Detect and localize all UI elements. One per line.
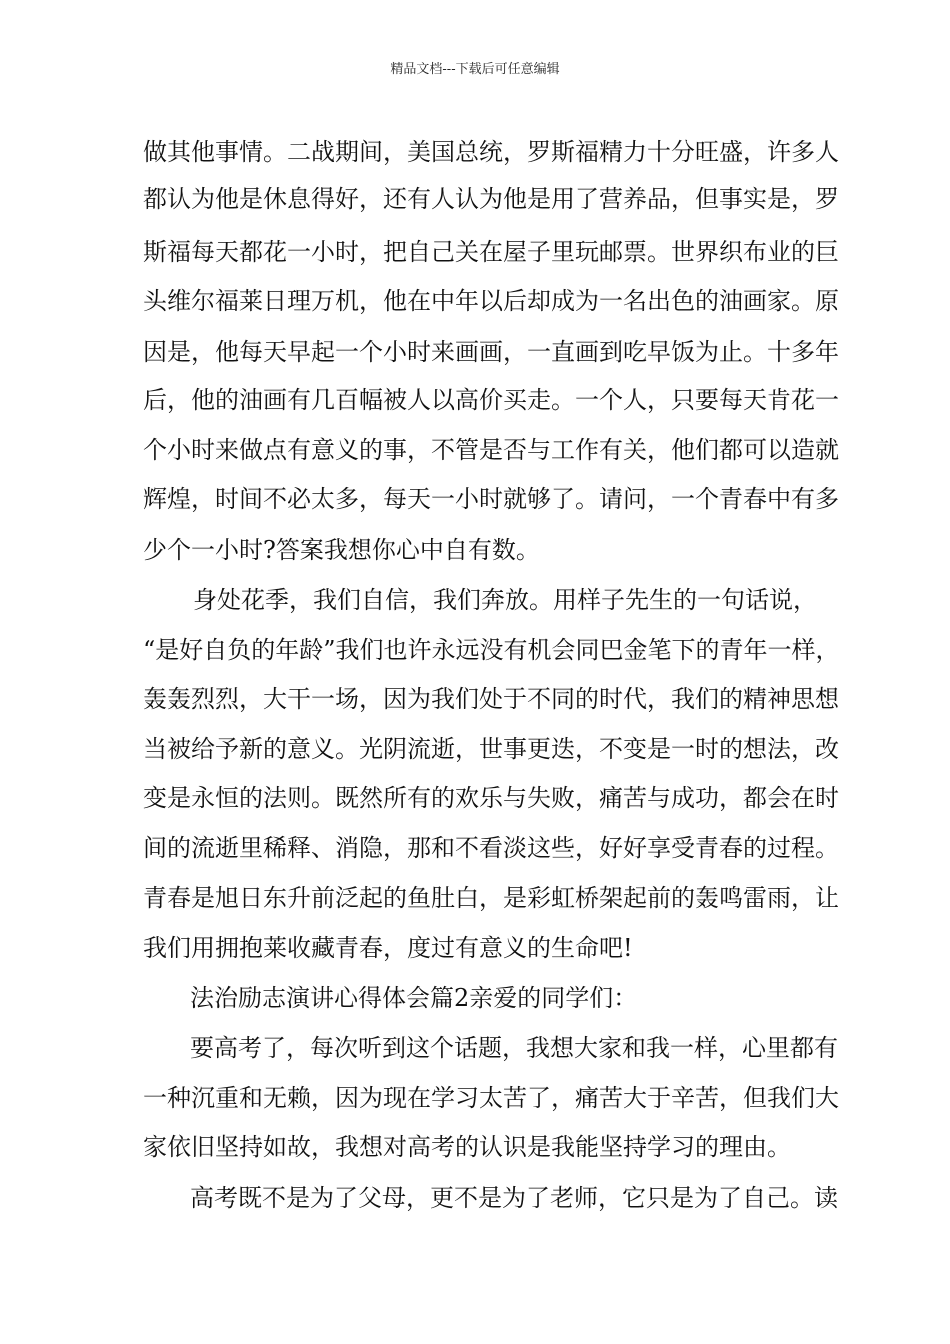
text-line: 头维尔福莱日理万机，他在中年以后却成为一名出色的油画家。原 [143,287,839,315]
text-line: 家依旧坚持如故，我想对高考的认识是我能坚持学习的理由。 [143,1133,791,1161]
text-line: 个小时来做点有意义的事，不管是否与工作有关，他们都可以造就 [143,436,839,464]
text-line: 做其他事情。二战期间，美国总统，罗斯福精力十分旺盛，许多人 [143,138,839,166]
text-line: “是好自负的年龄”我们也许永远没有机会同巴金笔下的青年一样， [143,636,840,664]
text-line: 青春是旭日东升前泛起的鱼肚白，是彩虹桥架起前的轰鸣雷雨，让 [143,884,839,912]
text-line: 因是，他每天早起一个小时来画画，一直画到吃早饭为止。十多年 [143,338,839,366]
text-line: 一种沉重和无赖，因为现在学习太苦了，痛苦大于辛苦，但我们大 [143,1084,839,1112]
text-line: 后，他的油画有几百幅被人以高价买走。一个人，只要每天肯花一 [143,386,839,414]
section-heading: 法治励志演讲心得体会篇2亲爱的同学们： [190,984,638,1012]
text-line: 辉煌，时间不必太多，每天一小时就够了。请问，一个青春中有多 [143,485,839,513]
text-line: 间的流逝里稀释、消隐，那和不看淡这些，好好享受青春的过程。 [143,834,839,862]
text-line: 斯福每天都花一小时，把自己关在屋子里玩邮票。世界织布业的巨 [143,238,839,266]
text-line: 变是永恒的法则。既然所有的欢乐与失败，痛苦与成功，都会在时 [143,784,839,812]
text-line: 身处花季，我们自信，我们奔放。用样子先生的一句话说， [193,586,817,614]
text-line: 我们用拥抱莱收藏青春，度过有意义的生命吧! [143,934,633,962]
text-line: 都认为他是休息得好，还有人认为他是用了营养品，但事实是，罗 [143,185,839,213]
text-line: 高考既不是为了父母，更不是为了老师，它只是为了自己。读 [190,1184,838,1212]
page-header: 精品文档---下载后可任意编辑 [390,62,560,77]
text-line: 少个一小时?答案我想你心中自有数。 [143,536,540,564]
text-line: 要高考了，每次听到这个话题，我想大家和我一样，心里都有 [190,1034,838,1062]
text-line: 当被给予新的意义。光阴流逝，世事更迭，不变是一时的想法，改 [143,735,839,763]
text-line: 轰轰烈烈，大干一场，因为我们处于不同的时代，我们的精神思想 [143,685,839,713]
